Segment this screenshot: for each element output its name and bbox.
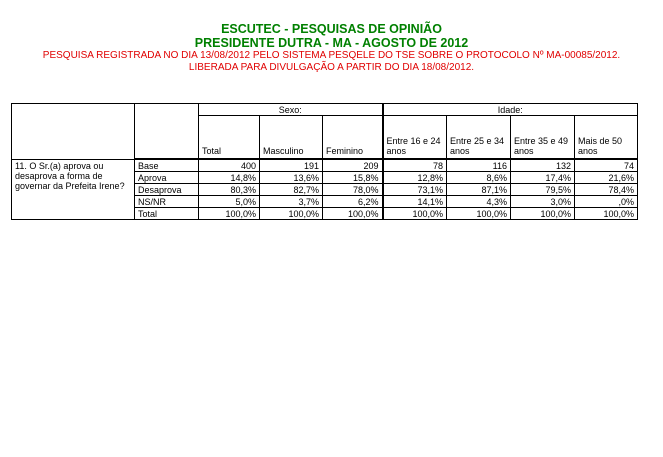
- row-label: Total: [135, 208, 199, 220]
- registration-notice: PESQUISA REGISTRADA NO DIA 13/08/2012 PELO SISTEMA PESQELE DO TSE SOBRE O PROTOCOLO Nº MA-00085/2012.: [42, 50, 621, 61]
- report-title: ESCUTEC - PESQUISAS DE OPINIÃO: [221, 22, 442, 36]
- table-cell: 17,4%: [511, 172, 575, 184]
- table-cell: 80,3%: [199, 184, 260, 196]
- table-cell: 14,1%: [383, 196, 447, 208]
- table-cell: 82,7%: [260, 184, 323, 196]
- corner-cell: [12, 104, 135, 160]
- table-cell: 100,0%: [260, 208, 323, 220]
- column-header-25-34: Entre 25 e 34 anos: [447, 116, 511, 160]
- table-cell: 14,8%: [199, 172, 260, 184]
- column-header-35-49: Entre 35 e 49 anos: [511, 116, 575, 160]
- table-cell: 78,0%: [323, 184, 383, 196]
- table-cell: 15,8%: [323, 172, 383, 184]
- column-header-total: Total: [199, 116, 260, 160]
- survey-table: [11, 103, 638, 220]
- report-subtitle: PRESIDENTE DUTRA - MA - AGOSTO DE 2012: [194, 36, 469, 50]
- corner-cell-label: [135, 104, 199, 160]
- table-cell: 78: [383, 159, 447, 172]
- table-cell: 100,0%: [199, 208, 260, 220]
- row-label: Desaprova: [135, 184, 199, 196]
- table-cell: 400: [199, 159, 260, 172]
- table-cell: 87,1%: [447, 184, 511, 196]
- table-cell: 132: [511, 159, 575, 172]
- report-header: [0, 22, 663, 74]
- table-cell: 4,3%: [447, 196, 511, 208]
- table-cell: 3,0%: [511, 196, 575, 208]
- table-cell: 8,6%: [447, 172, 511, 184]
- table-cell: 100,0%: [511, 208, 575, 220]
- table-cell: 21,6%: [575, 172, 638, 184]
- table-cell: 74: [575, 159, 638, 172]
- release-notice: LIBERADA PARA DIVULGAÇÃO A PARTIR DO DIA 18/08/2012.: [188, 62, 475, 73]
- column-header-feminino: Feminino: [323, 116, 383, 160]
- table-cell: 191: [260, 159, 323, 172]
- table-cell: 100,0%: [447, 208, 511, 220]
- table-cell: 13,6%: [260, 172, 323, 184]
- column-header-50-plus: Mais de 50 anos: [575, 116, 638, 160]
- table-cell: ,0%: [575, 196, 638, 208]
- row-label: NS/NR: [135, 196, 199, 208]
- column-header-masculino: Masculino: [260, 116, 323, 160]
- table-cell: 73,1%: [383, 184, 447, 196]
- table-cell: 78,4%: [575, 184, 638, 196]
- table-cell: 100,0%: [575, 208, 638, 220]
- row-label: Base: [135, 159, 199, 172]
- table-cell: 3,7%: [260, 196, 323, 208]
- table-row-base: [12, 159, 638, 172]
- group-header-idade: Idade:: [383, 104, 638, 116]
- table-cell: 12,8%: [383, 172, 447, 184]
- table-cell: 79,5%: [511, 184, 575, 196]
- group-header-sexo: Sexo:: [199, 104, 383, 116]
- row-label: Aprova: [135, 172, 199, 184]
- table-cell: 6,2%: [323, 196, 383, 208]
- question-text: 11. O Sr.(a) aprova ou desaprova a forma de governar da Prefeita Irene?: [12, 159, 135, 220]
- group-header-row: [12, 104, 638, 116]
- column-header-16-24: Entre 16 e 24 anos: [383, 116, 447, 160]
- table-cell: 209: [323, 159, 383, 172]
- table-cell: 5,0%: [199, 196, 260, 208]
- table-cell: 100,0%: [383, 208, 447, 220]
- table-cell: 116: [447, 159, 511, 172]
- table-cell: 100,0%: [323, 208, 383, 220]
